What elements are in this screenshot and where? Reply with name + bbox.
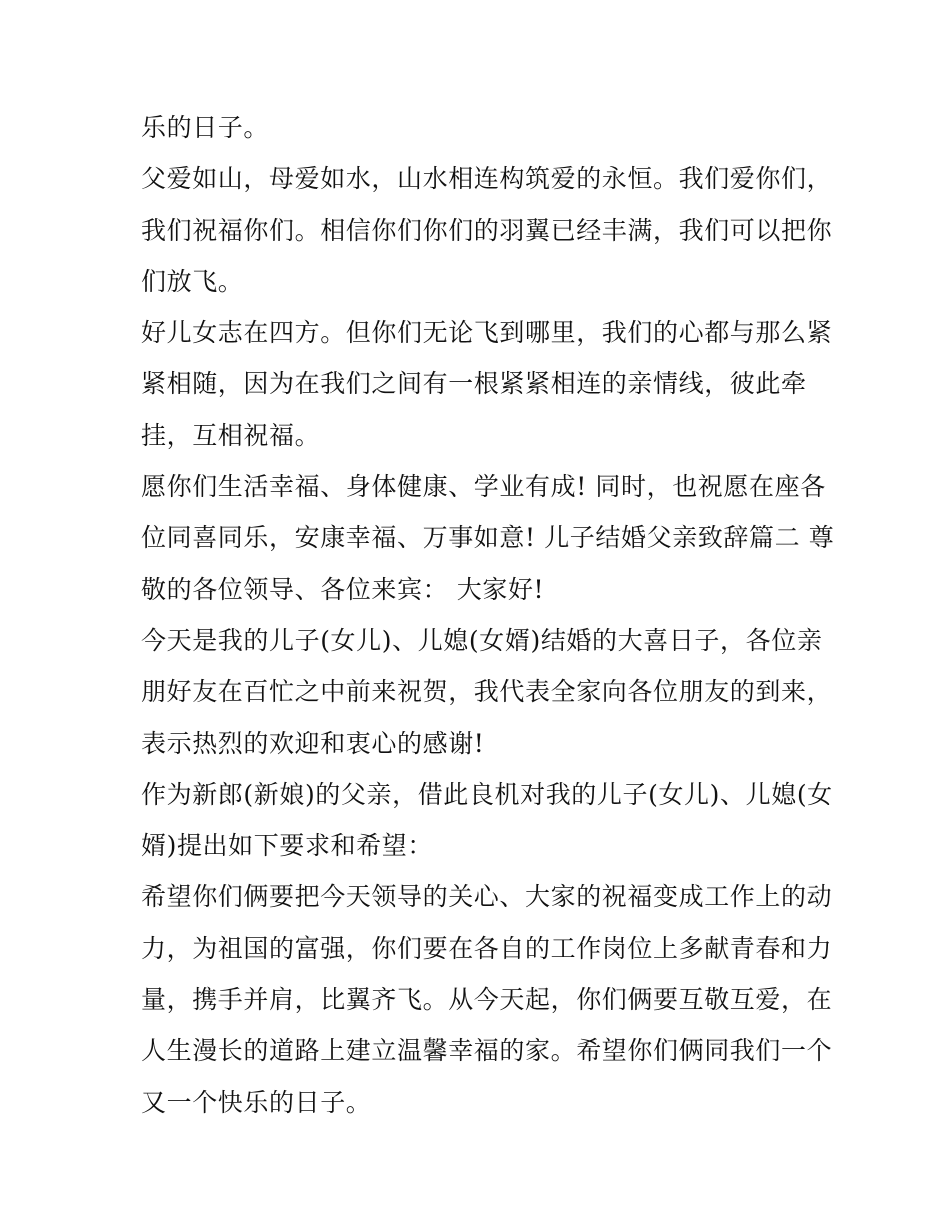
text-line: 表示热烈的欢迎和衷心的感谢! bbox=[141, 728, 485, 758]
text-line: 今天是我的儿子(女儿)、儿媳(女婿)结婚的大喜日子，各位亲 bbox=[141, 625, 823, 655]
text-line: 位同喜同乐，安康幸福、万事如意! 儿子结婚父亲致辞篇二 尊 bbox=[141, 523, 835, 553]
document-body bbox=[141, 102, 835, 1128]
text-line: 敬的各位领导、各位来宾： 大家好! bbox=[141, 574, 545, 604]
text-line: 希望你们俩要把今天领导的关心、大家的祝福变成工作上的动 bbox=[141, 882, 833, 912]
text-line: 乐的日子。 bbox=[141, 113, 270, 142]
text-line: 力，为祖国的富强，你们要在各自的工作岗位上多献青春和力 bbox=[141, 933, 833, 963]
text-line: 婿)提出如下要求和希望： bbox=[141, 831, 433, 861]
text-line: 朋好友在百忙之中前来祝贺，我代表全家向各位朋友的到来， bbox=[141, 677, 833, 707]
text-line: 愿你们生活幸福、身体健康、学业有成! 同时，也祝愿在座各 bbox=[141, 472, 826, 502]
text-line: 量，携手并肩，比翼齐飞。从今天起，你们俩要互敬互爱，在 bbox=[141, 985, 833, 1015]
text-line: 又一个快乐的日子。 bbox=[141, 1087, 372, 1117]
text-line: 人生漫长的道路上建立温馨幸福的家。希望你们俩同我们一个 bbox=[141, 1036, 833, 1066]
text-line: 紧相随，因为在我们之间有一根紧紧相连的亲情线，彼此牵 bbox=[141, 369, 807, 399]
text-line: 父爱如山，母爱如水，山水相连构筑爱的永恒。我们爱你们， bbox=[141, 164, 833, 194]
text-line: 好儿女志在四方。但你们无论飞到哪里，我们的心都与那么紧 bbox=[141, 318, 833, 348]
text-line: 作为新郎(新娘)的父亲，借此良机对我的儿子(女儿)、儿媳(女 bbox=[141, 779, 833, 809]
text-line: 我们祝福你们。相信你们你们的羽翼已经丰满，我们可以把你 bbox=[141, 215, 833, 245]
text-line: 们放飞。 bbox=[141, 266, 244, 296]
text-line: 挂，互相祝福。 bbox=[141, 420, 321, 450]
